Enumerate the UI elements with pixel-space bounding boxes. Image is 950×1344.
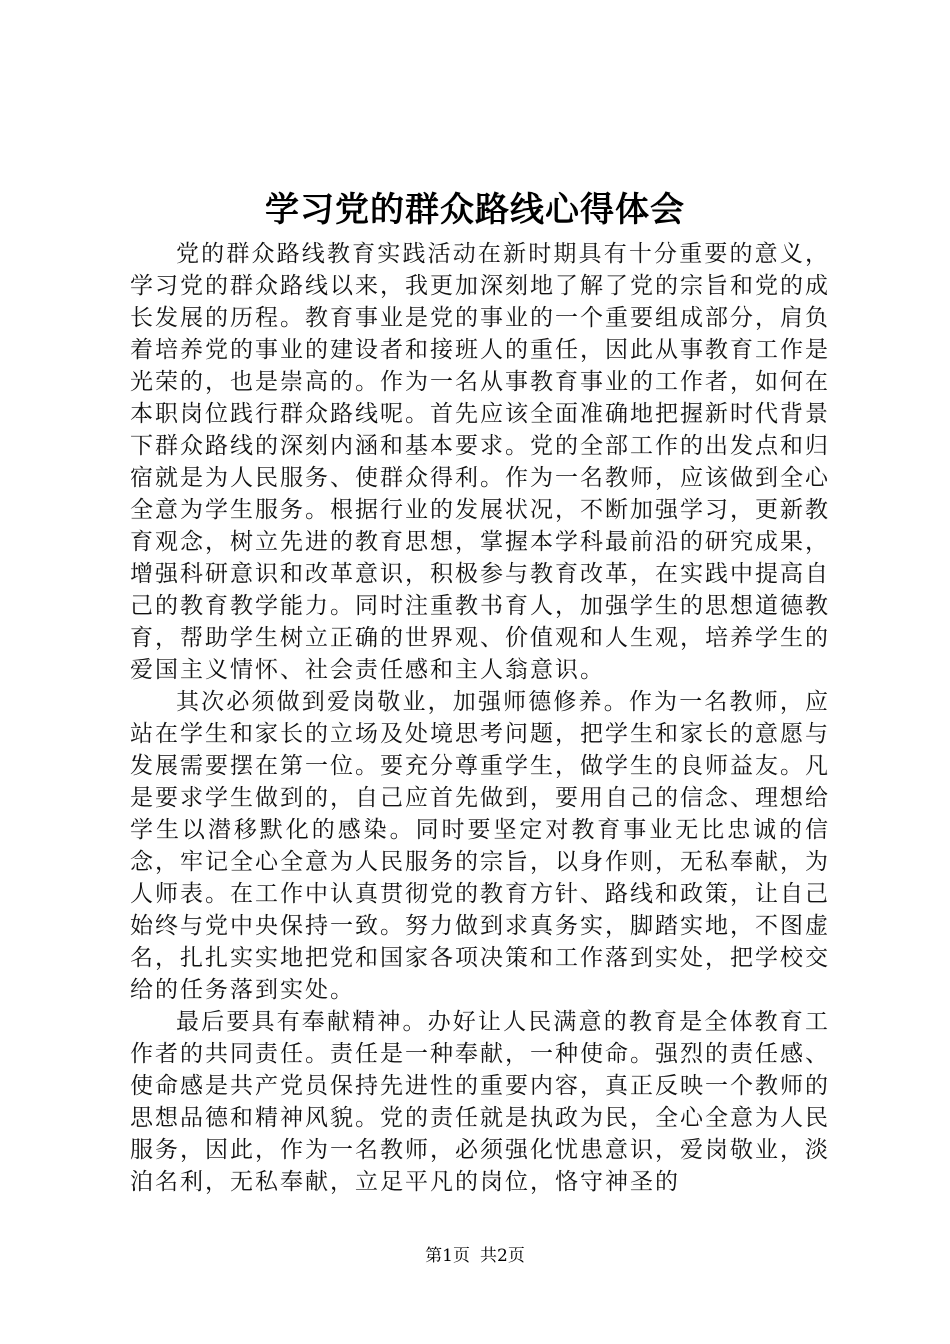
paragraph-1: 党的群众路线教育实践活动在新时期具有十分重要的意义，学习党的群众路线以来，我更加深刻地了解了党的宗旨和党的成长发展的历程。教育事业是党的事业的一个重要组成部分，肩负着培养党的事业的建设者和接班人的重任，因此从事教育工作是光荣的，也是崇高的。作为一名从事教育事业的工作者，如何在本职岗位践行群众路线呢。首先应该全面准确地把握新时代背景下群众路线的深刻内涵和基本要求。党的全部工作的出发点和归宿就是为人民服务、使群众得利。作为一名教师，应该做到全心全意为学生服务。根据行业的发展状况，不断加强学习，更新教育观念，树立先进的教育思想，掌握本学科最前沿的研究成果，增强科研意识和改革意识，积极参与教育改革，在实践中提高自己的教育教学能力。同时注重教书育人，加强学生的思想道德教育，帮助学生树立正确的世界观、价值观和人生观，培养学生的爱国主义情怀、社会责任感和主人翁意识。 xyxy=(130,241,830,683)
page-number-current: 第1页 xyxy=(425,1246,470,1266)
page-footer xyxy=(0,1244,950,1268)
page-number-total: 共2页 xyxy=(480,1246,525,1266)
document-body xyxy=(130,238,830,1198)
paragraph-3: 最后要具有奉献精神。办好让人民满意的教育是全体教育工作者的共同责任。责任是一种奉献，一种使命。强烈的责任感、使命感是共产党员保持先进性的重要内容，真正反映一个教师的思想品德和精神风貌。党的责任就是执政为民，全心全意为人民服务，因此，作为一名教师，必须强化忧患意识，爱岗敬业，淡泊名利，无私奉献，立足平凡的岗位，恪守神圣的 xyxy=(130,1009,830,1195)
paragraph-2: 其次必须做到爱岗敬业，加强师德修养。作为一名教师，应站在学生和家长的立场及处境思考问题，把学生和家长的意愿与发展需要摆在第一位。要充分尊重学生，做学生的良师益友。凡是要求学生做到的，自己应首先做到，要用自己的信念、理想给学生以潜移默化的感染。同时要坚定对教育事业无比忠诚的信念，牢记全心全意为人民服务的宗旨，以身作则，无私奉献，为人师表。在工作中认真贯彻党的教育方针、路线和政策，让自己始终与党中央保持一致。努力做到求真务实，脚踏实地，不图虚名，扎扎实实地把党和国家各项决策和工作落到实处，把学校交给的任务落到实处。 xyxy=(130,689,830,1003)
document-title: 学习党的群众路线心得体会 xyxy=(265,190,685,230)
